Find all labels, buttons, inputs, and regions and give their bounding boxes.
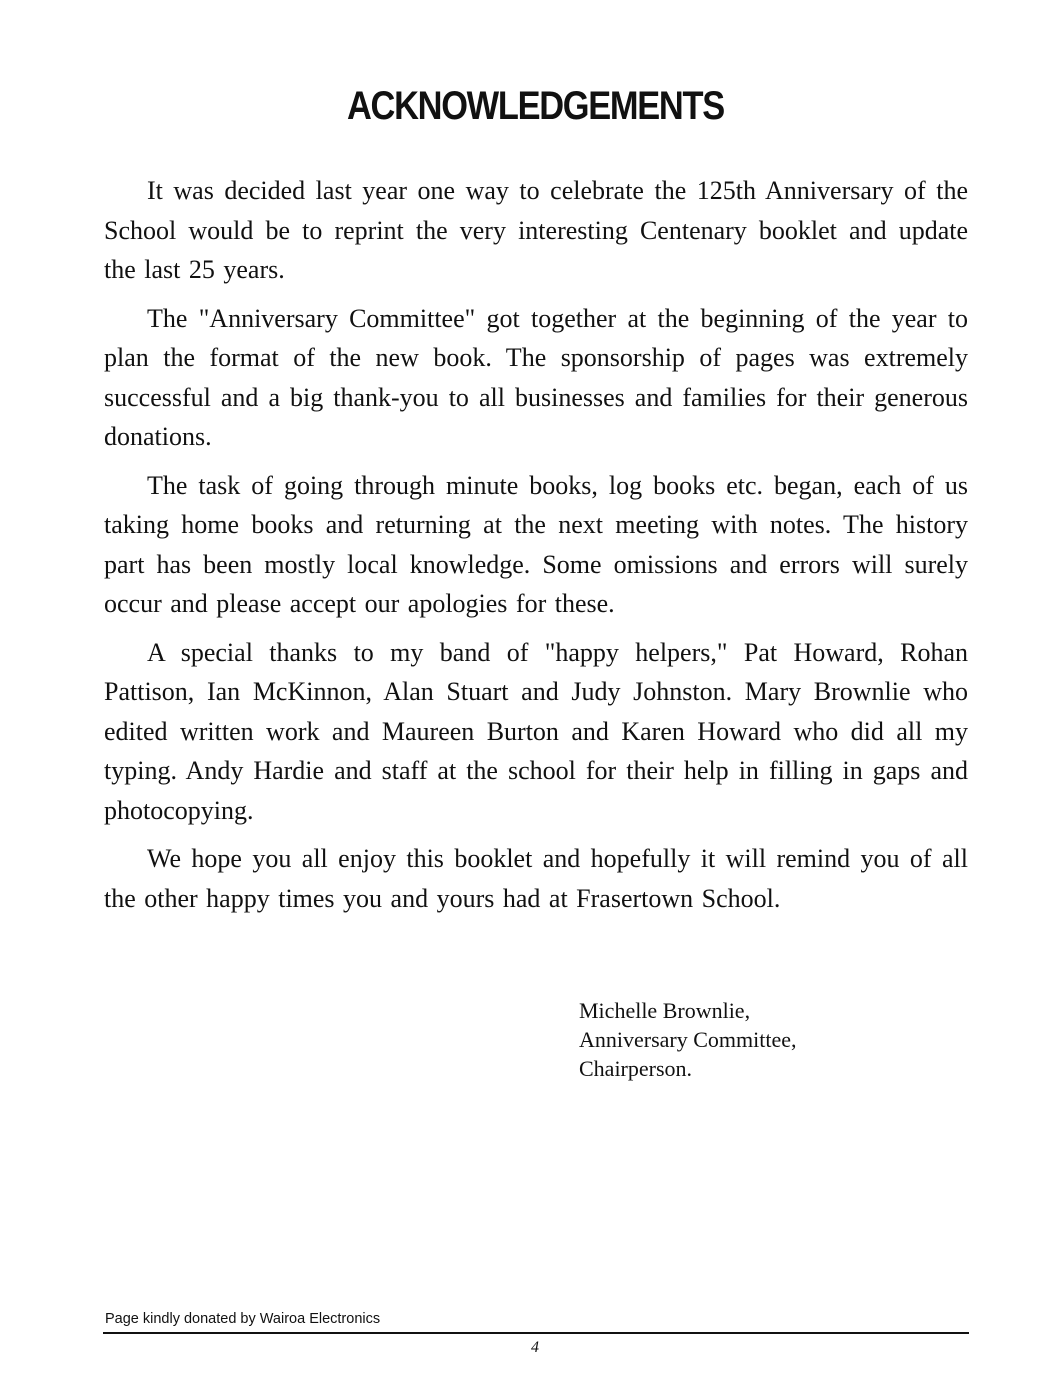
signature-name: Michelle Brownlie, <box>579 998 751 1023</box>
paragraph-committee: The "Anniversary Committee" got together at the beginning of the year to plan the format of the new book. The sponsorship of pages was extremely successful and a big thank-you to all businesses and families for their generous donations. <box>104 303 968 451</box>
page-title: ACKNOWLEDGEMENTS <box>346 84 724 128</box>
signature-block <box>579 996 797 1083</box>
signature-role: Chairperson. <box>579 1056 693 1081</box>
body-text <box>104 171 968 927</box>
page-number: 4 <box>531 1339 539 1356</box>
paragraph-thanks: A special thanks to my band of "happy helpers," Pat Howard, Rohan Pattison, Ian McKinnon, Alan Stuart and Judy Johnston. Mary Brownlie who edited written work and Maureen Burton and Karen Howard who did all my typing. Andy Hardie and staff at the school for their help in filling in gaps and photocopying. <box>104 637 968 825</box>
paragraph-intro: It was decided last year one way to celebrate the 125th Anniversary of the School would be to reprint the very interesting Centenary booklet and update the last 25 years. <box>104 176 968 284</box>
signature-committee: Anniversary Committee, <box>579 1027 797 1052</box>
paragraph-closing: We hope you all enjoy this booklet and hopefully it will remind you of all the other happy times you and yours had at Frasertown School. <box>104 844 968 913</box>
sponsor-note: Page kindly donated by Wairoa Electronics <box>105 1311 381 1327</box>
paragraph-research: The task of going through minute books, log books etc. began, each of us taking home books and returning at the next meeting with notes. The history part has been mostly local knowledge. Some omissions and errors will surely occur and please accept our apologies for these. <box>104 470 968 618</box>
footer-divider <box>103 1332 969 1334</box>
